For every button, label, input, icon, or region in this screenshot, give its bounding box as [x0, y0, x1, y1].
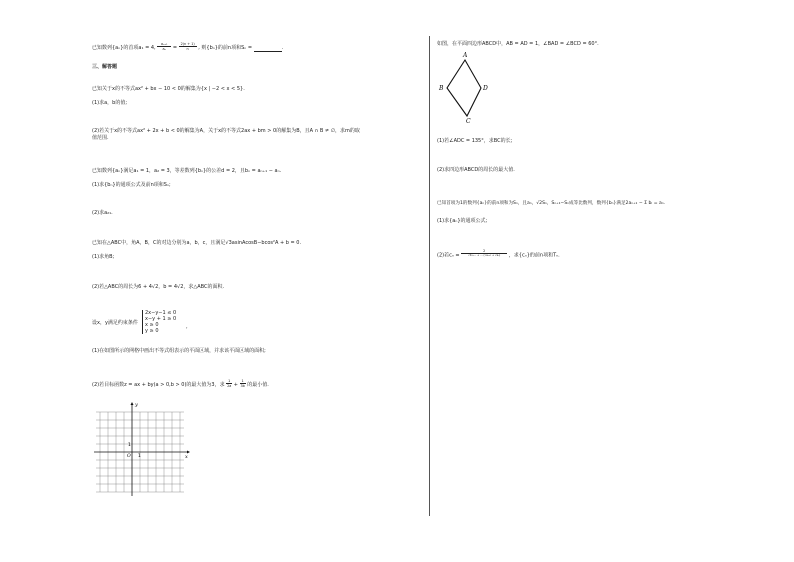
q15-end: . — [281, 45, 284, 51]
q15-text-a: 已知数列{aₙ}的首项a₁ = 4, — [92, 45, 156, 51]
y-tick-label: 1 — [128, 443, 131, 448]
q15-frac2-num: 2(n + 1) — [180, 42, 195, 46]
section-title: 三、解答题 — [92, 64, 118, 70]
q18-stem: 已知在△ABC中，角A，B，C的对边分别为a，b，c，且满足√3asinAcosB−bcos²A + b = 0. — [92, 240, 302, 246]
constraint-1: 2x−y−1 ≤ 0 — [145, 310, 177, 316]
q21-part2-text-a: (2)若cₙ = — [437, 252, 460, 259]
coordinate-grid — [92, 400, 192, 500]
constraint-4: y ≥ 0 — [145, 328, 159, 334]
vertex-b-label: B — [439, 85, 444, 92]
q19-part2-text-a: (2)若目标函数z = ax + by(a > 0,b > 0)的最大值为3，求 — [92, 382, 225, 388]
q19-lead: 设x，y满足约束条件 — [92, 320, 138, 326]
q21-frac — [461, 251, 507, 259]
q17-part2: (2)求a₂₁. — [92, 210, 113, 216]
question-15 — [92, 44, 283, 52]
x-axis-label: x — [185, 454, 188, 460]
q15-eq: = — [172, 45, 178, 51]
q21-frac-num: 2 — [461, 249, 507, 254]
q18-part1: (1)求角B; — [92, 254, 115, 260]
q19-frac1 — [226, 381, 232, 388]
origin-label: O — [127, 454, 131, 459]
q17-part1: (1)求{bₙ}的通项公式及前n项和Sₙ; — [92, 182, 171, 188]
q15-frac2-den: n — [186, 47, 189, 51]
q21-frac-den: √b₁₊... + ... (√aₙ₊₁ + √aₙ) — [468, 254, 501, 257]
q19-part2 — [92, 381, 269, 389]
constraint-system — [142, 310, 176, 334]
q17-stem: 已知数列{aₙ}满足a₁ = 1，a₂ = 3，等差数列{bₙ}的公差d = 2，且bₙ = aₙ₊₁ − aₙ. — [92, 168, 282, 174]
q16-part2-line2: 值范围. — [92, 135, 109, 141]
q19-frac1-num: 1 — [228, 379, 231, 383]
q15-frac-num: aₙ₊₁ — [157, 42, 171, 47]
q20-part1: (1)若∠ADC = 135°，求BC的长; — [437, 138, 513, 144]
q19-frac1-den: 2a — [227, 384, 232, 388]
quadrilateral-abcd — [447, 60, 481, 116]
q19-frac2 — [240, 381, 246, 388]
q16-stem: 已知关于x的不等式ax² + bx − 10 < 0的解集为{x | −2 < x < 5}. — [92, 86, 245, 92]
y-axis-arrow-icon — [131, 402, 134, 405]
q20-part2: (2)求四边形ABCD的周长的最大值. — [437, 167, 515, 173]
constraint-3: x ≥ 0 — [145, 322, 159, 328]
vertex-d-label: D — [483, 85, 488, 92]
q15-frac — [157, 44, 171, 51]
q15-frac-den: aₙ — [162, 47, 166, 51]
q19-frac2-den: 3b — [240, 384, 245, 388]
vertex-c-label: C — [466, 118, 471, 125]
q21-stem: 已知首项为1的数列{aₙ}的前n项和为Sₙ，且aₙ，√2Sₙ，Sₙ₊₁−Sₙ成等比数列，数列{bₙ}满足2aₙ₊₁ − Σ bᵢ = aₙ. — [437, 201, 666, 206]
q16-part1: (1)求a，b的值; — [92, 100, 128, 106]
q19-plus: + — [233, 382, 238, 388]
q21-part2 — [437, 251, 560, 260]
q19-end: , — [186, 324, 188, 330]
q18-part2: (2)若△ABC的周长为6 + 4√2，b = 4√2，求△ABC的面积. — [92, 284, 225, 290]
q19-frac2-num: 1 — [241, 379, 244, 383]
q21-part1: (1)求{aₙ}的通项公式; — [437, 218, 488, 224]
q19-part2-text-b: 的最小值. — [247, 382, 269, 388]
q19-part1: (1)在如图所示的网格中画出不等式组表示的平面区域，并求该平面区域的面积; — [92, 348, 266, 354]
answer-blank[interactable] — [254, 46, 282, 52]
q15-frac2 — [179, 44, 197, 51]
q20-stem: 如图，在平面四边形ABCD中，AB = AD = 1，∠BAD = ∠BCD = 60°. — [437, 41, 599, 47]
column-divider — [429, 36, 430, 516]
q16-part2-line1: (2)若关于x的不等式ax² + 2x + b < 0的解集为A，关于x的不等式2ax + bm > 0的解集为B，且A ∩ B ≠ ∅，求m的取 — [92, 128, 360, 134]
constraint-2: x−y + 1 ≥ 0 — [145, 316, 177, 322]
q21-part2-text-b: ，求{cₙ}的前n项和Tₙ. — [508, 252, 560, 259]
x-tick-label: 1 — [138, 454, 141, 459]
vertex-a-label: A — [463, 52, 468, 59]
quadrilateral-figure — [433, 48, 493, 123]
q15-text-b: , 则{bₙ}的前n项和Sₙ = — [198, 45, 253, 51]
y-axis-label: y — [135, 402, 138, 408]
